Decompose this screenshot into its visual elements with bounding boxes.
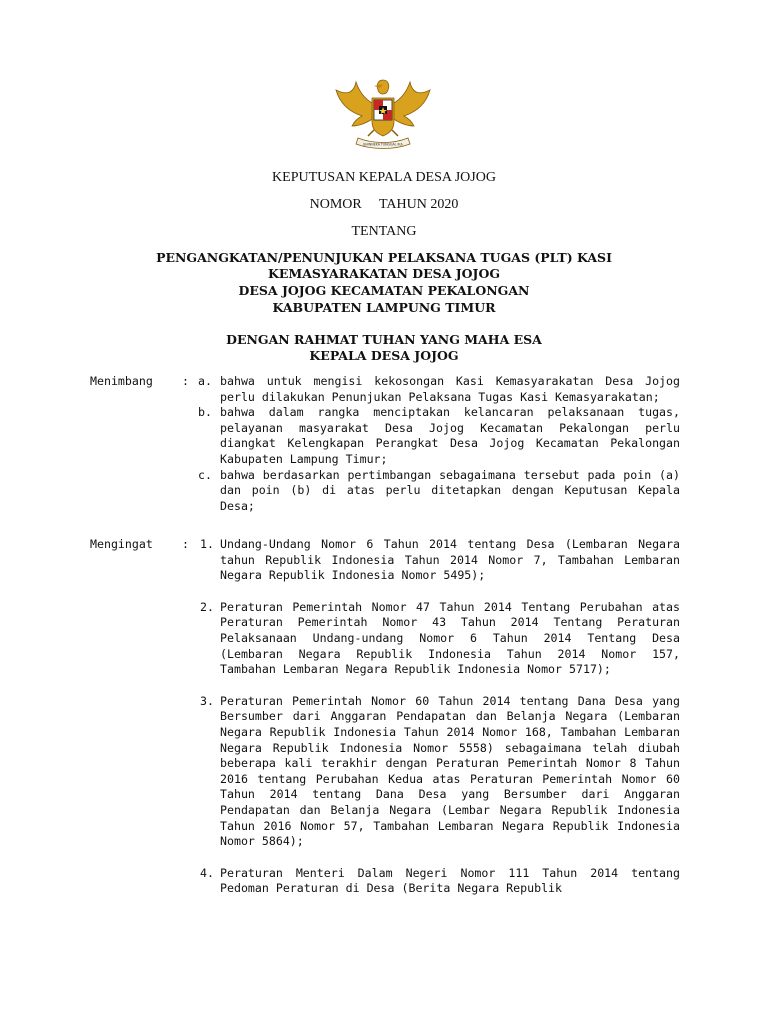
mengingat-section	[90, 537, 680, 897]
list-item	[90, 866, 680, 897]
item-text: bahwa untuk mengisi kekosongan Kasi Kemasyarakatan Desa Jojog perlu dilakukan Penunjukan Pelaksana Tugas Kasi Kemasyarakatan;	[220, 374, 680, 404]
invocation-line: DENGAN RAHMAT TUHAN YANG MAHA ESA	[226, 332, 542, 347]
item-text: Undang-Undang Nomor 6 Tahun 2014 tentang Desa (Lembaran Negara tahun Republik Indonesia Tahun 2014 Nomor 7, Tambahan Lembaran Negara Republik Indonesia Nomor 5495);	[220, 537, 680, 583]
item-marker: c.	[198, 467, 212, 482]
garuda-pancasila-emblem	[328, 76, 438, 152]
invocation-line: KEPALA DESA JOJOG	[309, 348, 459, 363]
item-marker: 1.	[200, 537, 214, 551]
list-item	[90, 694, 680, 850]
item-marker: 3.	[200, 693, 214, 708]
item-text: Peraturan Pemerintah Nomor 60 Tahun 2014 tentang Dana Desa yang Bersumber dari Anggaran Pendapatan dan Belanja Negara (Lembaran Negara Republik Indonesia Tahun 2014 Nomor 168, Tambahan Lembaran Negara Republik Indonesia Nomor 5558) sebagaimana telah diubah beberapa kali terakhir dengan Peraturan Pemerintah Nomor 8 Tahun 2016 tentang Perubahan Kedua atas Peraturan Pemerintah Nomor 60 Tahun 2014 tentang Dana Desa yang Bersumber dari Anggaran Pendapatan dan Belanja Negara (Lembar Negara Republik Indonesia Tahun 2016 Nomor 57, Tambahan Lembaran Negara Republik Indonesia Nomor 5864);	[220, 693, 680, 849]
item-marker: 2.	[200, 599, 214, 614]
decree-title: KEPUTUSAN KEPALA DESA JOJOG	[272, 170, 496, 185]
list-item	[90, 374, 680, 405]
section-colon: :	[182, 374, 189, 388]
section-label: Mengingat	[90, 537, 153, 551]
item-text: bahwa berdasarkan pertimbangan sebagaimana tersebut pada poin (a) dan poin (b) di atas perlu ditetapkan dengan Keputusan Kepala Desa;	[220, 467, 680, 513]
list-item	[90, 405, 680, 467]
section-colon: :	[182, 537, 189, 551]
subject-line: KEMASYARAKATAN DESA JOJOG	[267, 266, 501, 281]
list-item	[90, 600, 680, 678]
list-item	[90, 468, 680, 515]
section-label: Menimbang	[90, 374, 153, 388]
subject-line: PENGANGKATAN/PENUNJUKAN PELAKSANA TUGAS (PLT) KASI	[156, 250, 612, 265]
list-item	[90, 537, 680, 584]
decree-number: NOMOR TAHUN 2020	[309, 197, 459, 212]
menimbang-section	[90, 374, 680, 514]
item-text: bahwa dalam rangka menciptakan kelancaran pelaksanaan tugas, pelayanan masyarakat Desa Jojog Kecamatan Pekalongan perlu diangkat Kelengkapan Perangkat Desa Jojog Kecamatan Pekalongan Kabupaten Lampung Timur;	[220, 405, 680, 466]
item-marker: a.	[198, 374, 212, 388]
about-label: TENTANG	[351, 224, 417, 239]
subject-line: DESA JOJOG KECAMATAN PEKALONGAN	[238, 283, 530, 298]
item-text: Peraturan Pemerintah Nomor 47 Tahun 2014 Tentang Perubahan atas Peraturan Pemerintah Nomor 43 Tahun 2014 Tentang Peraturan Pelaksanaan Undang-undang Nomor 6 Tahun 2014 Tentang Desa (Lembaran Negara Republik Indonesia Tahun 2014 Nomor 157, Tambahan Lembaran Negara Republik Indonesia Nomor 5717);	[220, 599, 680, 677]
item-text: Peraturan Menteri Dalam Negeri Nomor 111 Tahun 2014 tentang Pedoman Peraturan di Desa (Berita Negara Republik	[220, 865, 680, 896]
item-marker: 4.	[200, 865, 214, 880]
svg-text:BHINNEKA TUNGGAL IKA: BHINNEKA TUNGGAL IKA	[363, 142, 403, 147]
item-marker: b.	[198, 405, 212, 420]
subject-line: KABUPATEN LAMPUNG TIMUR	[272, 300, 496, 315]
